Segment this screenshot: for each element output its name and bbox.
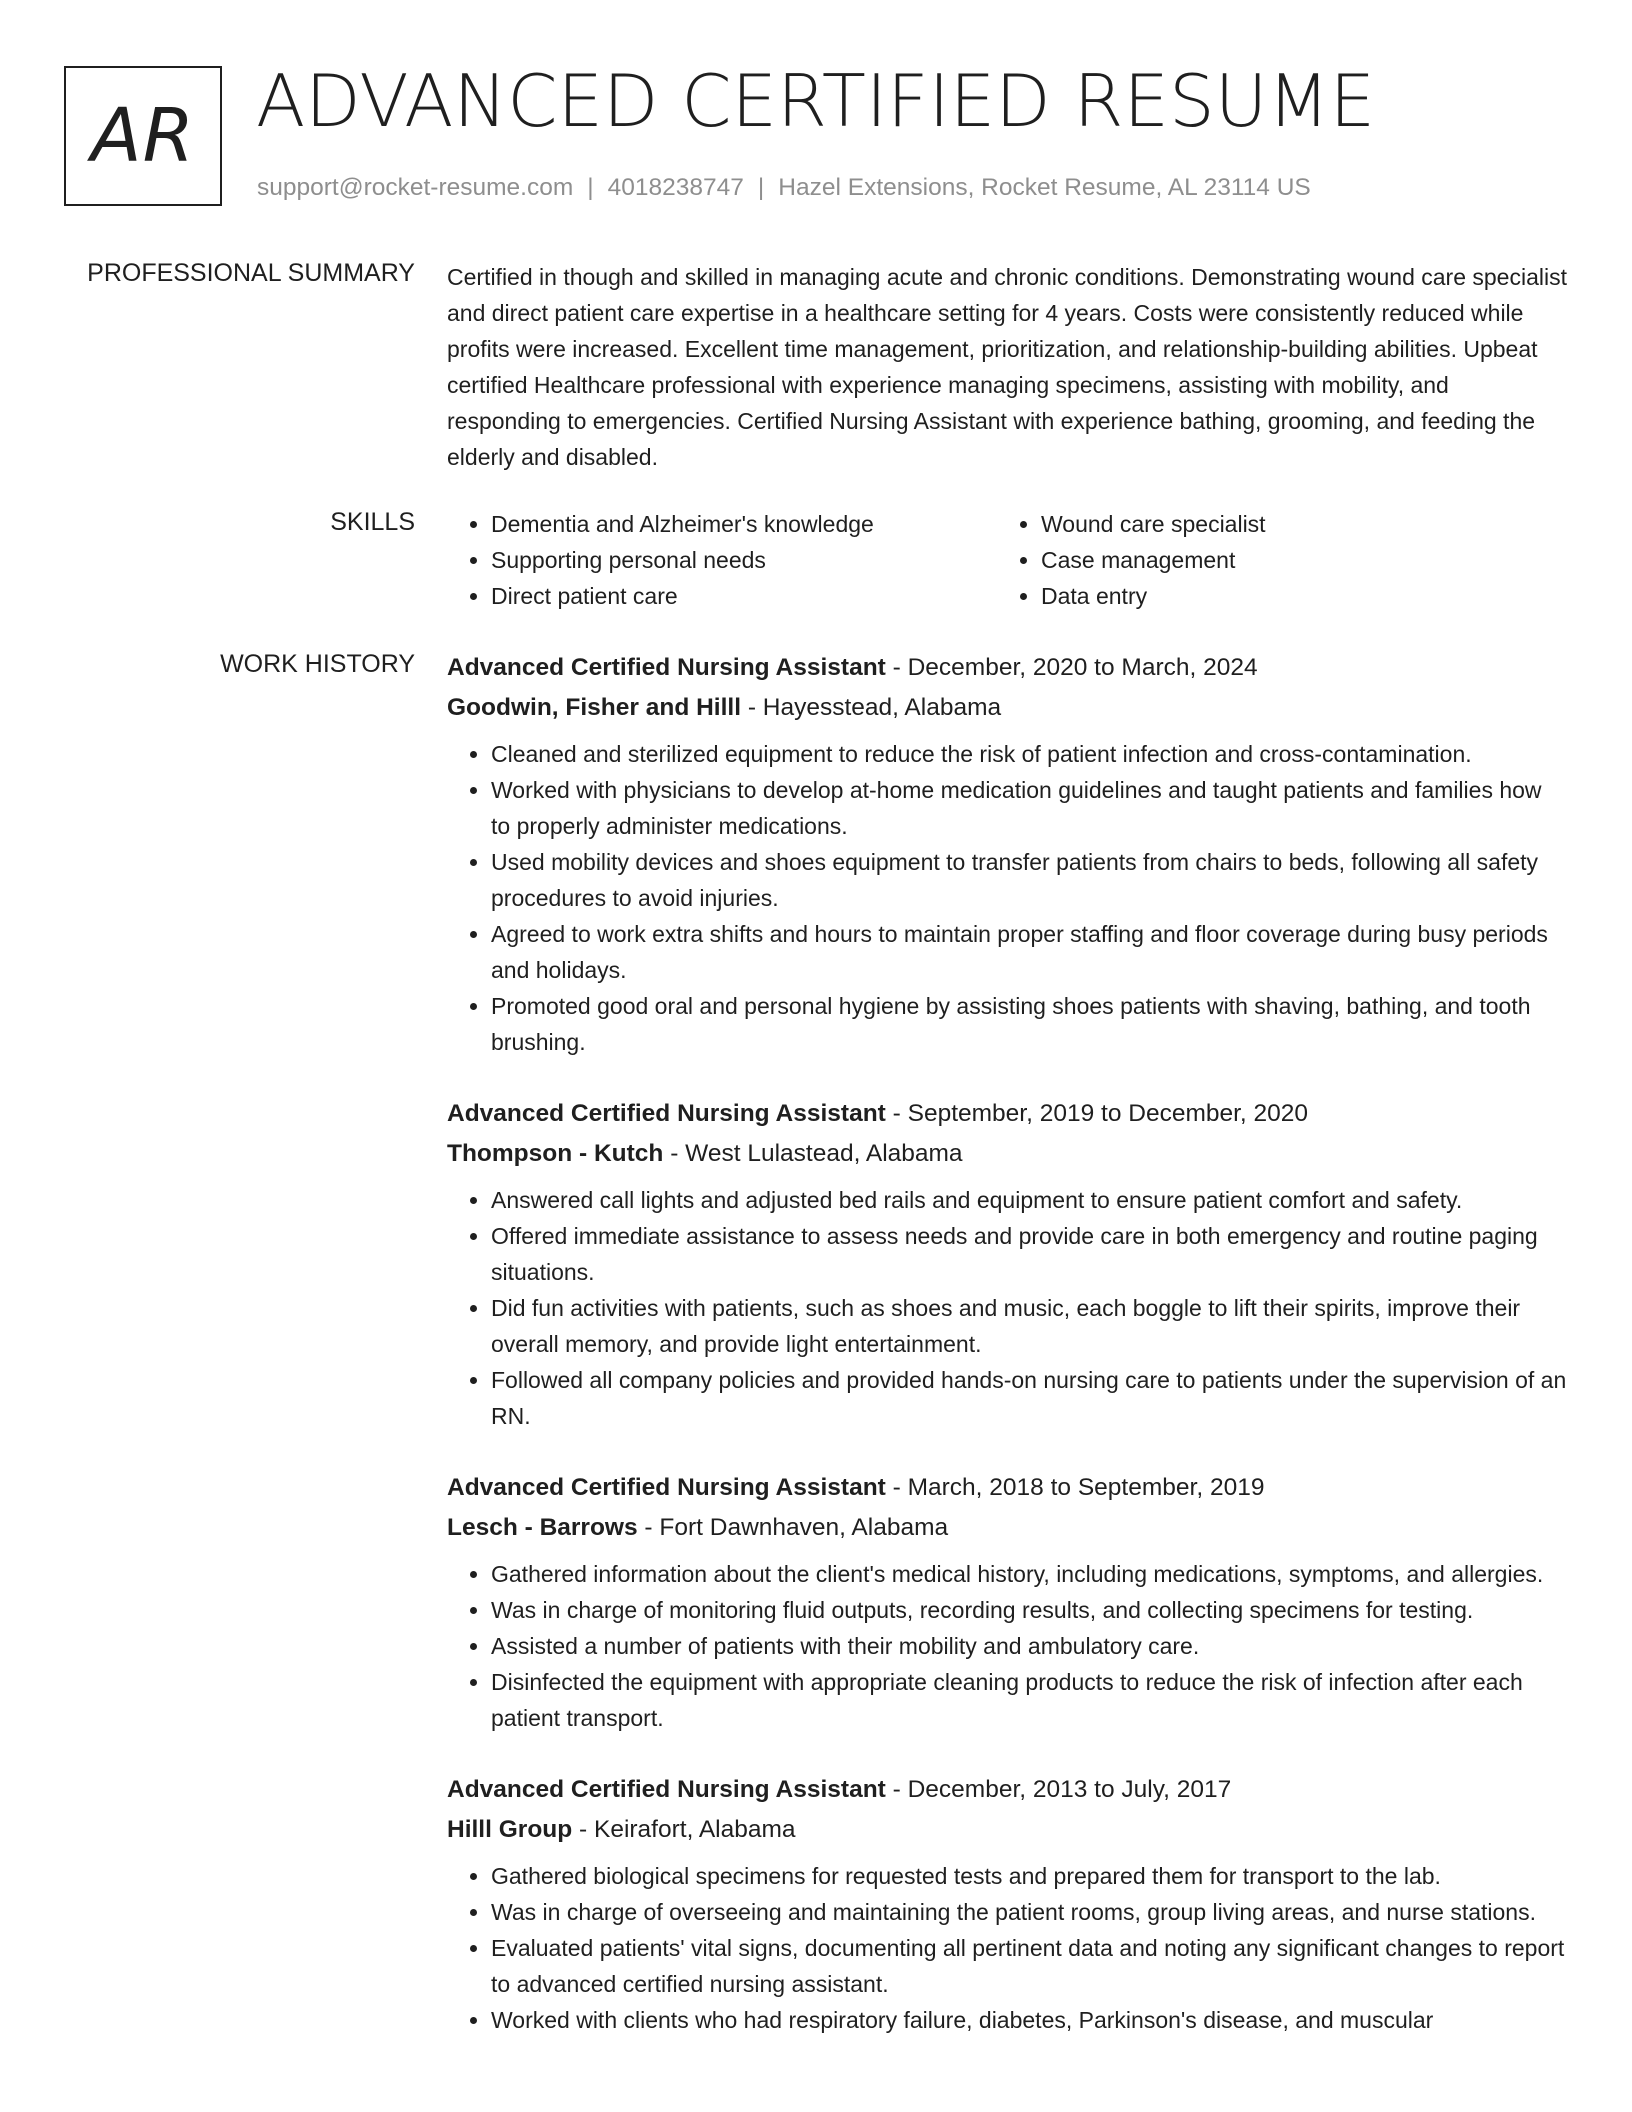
summary-text: Certified in though and skilled in managing acute and chronic conditions. Demonstrating wound care specialist and direct patient care expertise in a healthcare setting for 4 years. Costs were consistently reduced while profits were increased. Excellent time management, prioritization, and relationship-building abilities. Upbeat certified Healthcare professional with experience managing specimens, assisting with mobility, and responding to emergencies. Certified Nursing Assistant with experience bathing, grooming, and feeding the elderly and disabled.: [447, 264, 1567, 470]
job-company: Thompson - Kutch: [447, 1140, 664, 1167]
work-history-list: [447, 648, 1567, 2072]
job-entry: [447, 1094, 1567, 1434]
job-dates: - September, 2019 to December, 2020: [885, 1100, 1309, 1127]
job-location: - West Lulastead, Alabama: [663, 1140, 963, 1167]
job-title-line: [447, 1770, 1567, 1810]
job-title: Advanced Certified Nursing Assistant: [447, 1776, 886, 1803]
job-entry: [447, 1468, 1567, 1736]
job-location: - Hayesstead, Alabama: [741, 694, 1002, 721]
job-location: - Fort Dawnhaven, Alabama: [637, 1514, 949, 1541]
job-dates: - December, 2020 to March, 2024: [885, 654, 1258, 681]
job-bullet: • Offered immediate assistance to assess needs and provide care in both emergency and routine paging situations.: [491, 1218, 1567, 1290]
job-bullet: • Was in charge of overseeing and maintaining the patient rooms, group living areas, and nurse stations.: [491, 1894, 1567, 1930]
skills-column-left: [447, 506, 997, 614]
skill-item: • Supporting personal needs: [491, 542, 997, 578]
job-bullet: • Disinfected the equipment with appropriate cleaning products to reduce the risk of infection after each patient transport.: [491, 1664, 1567, 1736]
job-title-line: [447, 1094, 1567, 1134]
job-bullet: • Answered call lights and adjusted bed rails and equipment to ensure patient comfort and safety.: [491, 1182, 1567, 1218]
job-company: Goodwin, Fisher and Hilll: [447, 694, 742, 721]
contact-address: Hazel Extensions, Rocket Resume, AL 23114 US: [778, 174, 1311, 201]
job-dates: - March, 2018 to September, 2019: [885, 1474, 1265, 1501]
job-title: Advanced Certified Nursing Assistant: [447, 1100, 886, 1127]
job-bullet: • Gathered information about the client's medical history, including medications, symptoms, and allergies.: [491, 1556, 1567, 1592]
contact-separator: |: [587, 174, 594, 201]
job-bullet: • Evaluated patients' vital signs, documenting all pertinent data and noting any significant changes to report to advanced certified nursing assistant.: [491, 1930, 1567, 2002]
job-title: Advanced Certified Nursing Assistant: [447, 1474, 886, 1501]
job-company-line: [447, 1134, 1567, 1174]
skills-list: [447, 506, 1547, 614]
job-company: Hilll Group: [447, 1816, 573, 1843]
resume-name: ADVANCED CERTIFIED RESUME: [256, 59, 1376, 143]
job-dates: - December, 2013 to July, 2017: [885, 1776, 1232, 1803]
skill-item: • Direct patient care: [491, 578, 997, 614]
job-bullets: [447, 1182, 1567, 1434]
job-bullet: • Agreed to work extra shifts and hours to maintain proper staffing and floor coverage during busy periods and holidays.: [491, 916, 1567, 988]
job-entry: [447, 1770, 1567, 2038]
job-bullet: • Promoted good oral and personal hygiene by assisting shoes patients with shaving, bathing, and tooth brushing.: [491, 988, 1567, 1060]
summary-heading: PROFESSIONAL SUMMARY: [87, 259, 415, 287]
job-title: Advanced Certified Nursing Assistant: [447, 654, 886, 681]
job-company: Lesch - Barrows: [447, 1514, 638, 1541]
skill-item: • Data entry: [1041, 578, 1547, 614]
job-company-line: [447, 1508, 1567, 1548]
job-bullet: • Followed all company policies and provided hands-on nursing care to patients under the supervision of an RN.: [491, 1362, 1567, 1434]
job-title-line: [447, 1468, 1567, 1508]
job-bullet: • Gathered biological specimens for requested tests and prepared them for transport to the lab.: [491, 1858, 1567, 1894]
skill-item: • Dementia and Alzheimer's knowledge: [491, 506, 997, 542]
skills-heading: SKILLS: [330, 508, 415, 536]
job-bullets: [447, 1556, 1567, 1736]
monogram-badge: AR: [64, 66, 222, 206]
skill-item: • Case management: [1041, 542, 1547, 578]
job-bullet: • Used mobility devices and shoes equipment to transfer patients from chairs to beds, following all safety procedures to avoid injuries.: [491, 844, 1567, 916]
job-bullet: • Did fun activities with patients, such as shoes and music, each boggle to lift their spirits, improve their overall memory, and provide light entertainment.: [491, 1290, 1567, 1362]
contact-line: [257, 174, 1311, 202]
job-bullets: [447, 736, 1567, 1060]
job-company-line: [447, 688, 1567, 728]
contact-separator: |: [757, 174, 765, 201]
job-bullet: • Worked with clients who had respiratory failure, diabetes, Parkinson's disease, and muscular: [491, 2002, 1567, 2038]
skill-item: • Wound care specialist: [1041, 506, 1547, 542]
work-history-heading: WORK HISTORY: [220, 650, 415, 678]
job-title-line: [447, 648, 1567, 688]
job-bullets: [447, 1858, 1567, 2038]
job-bullet: • Worked with physicians to develop at-home medication guidelines and taught patients and families how to properly administer medications.: [491, 772, 1567, 844]
job-bullet: • Cleaned and sterilized equipment to reduce the risk of patient infection and cross-contamination.: [491, 736, 1567, 772]
skills-column-right: [997, 506, 1547, 614]
contact-phone[interactable]: 4018238747: [607, 174, 744, 201]
job-bullet: • Was in charge of monitoring fluid outputs, recording results, and collecting specimens for testing.: [491, 1592, 1567, 1628]
job-entry: [447, 648, 1567, 1060]
contact-email[interactable]: support@rocket-resume.com: [257, 174, 574, 201]
job-company-line: [447, 1810, 1567, 1850]
job-bullet: • Assisted a number of patients with their mobility and ambulatory care.: [491, 1628, 1567, 1664]
job-location: - Keirafort, Alabama: [572, 1816, 796, 1843]
